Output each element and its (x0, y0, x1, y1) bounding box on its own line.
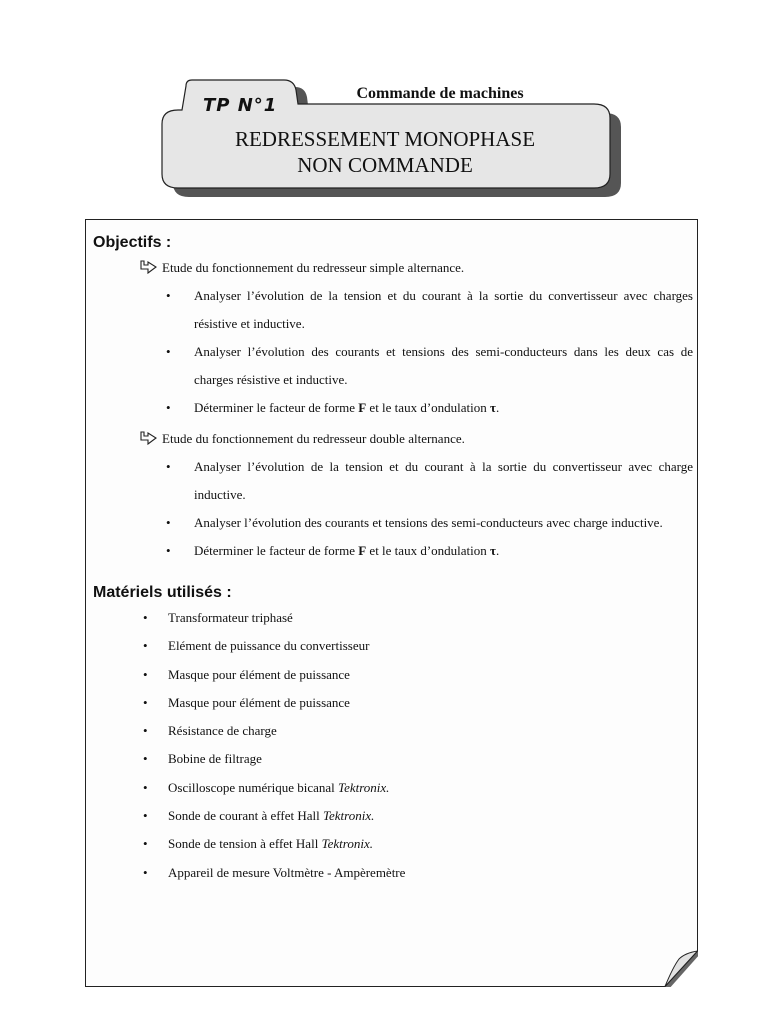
list-item: • Résistance de charge (143, 717, 693, 745)
list-item: • Sonde de tension à effet Hall Tektronix. (143, 830, 693, 858)
bullet-icon: • (166, 288, 171, 303)
objective-group-label: Etude du fonctionnement du redresseur double alternance. (162, 431, 465, 446)
title-line-2: NON COMMANDE (297, 153, 473, 177)
list-item: • Bobine de filtrage (143, 745, 693, 773)
list-item: • Analyser l’évolution des courants et tensions des semi-conducteurs avec charge inductive. (166, 509, 693, 537)
bullet-icon: • (143, 610, 148, 625)
list-item: • Déterminer le facteur de forme F et le taux d’ondulation τ. (166, 537, 693, 565)
bullet-icon: • (143, 751, 148, 767)
materials-list (93, 604, 693, 887)
objective-group-label: Etude du fonctionnement du redresseur simple alternance. (162, 260, 465, 275)
objective-list-1 (93, 282, 693, 422)
list-item: • Sonde de courant à effet Hall Tektronix. (143, 802, 693, 830)
bullet-icon: • (143, 779, 148, 795)
page-title (165, 126, 605, 178)
arrow-right-icon (140, 260, 158, 276)
list-item: • Analyser l’évolution de la tension et du courant à la sortie du convertisseur avec charges résistive et inductive. (166, 282, 693, 338)
bullet-icon: • (166, 400, 171, 415)
content-page (85, 219, 698, 987)
list-item: • Elément de puissance du convertisseur (143, 632, 693, 660)
bullet-icon: • (143, 723, 148, 739)
list-item: • Oscilloscope numérique bicanal Tektronix. (143, 774, 693, 802)
materials-heading: Matériels utilisés : (93, 584, 232, 601)
title-line-1: REDRESSEMENT MONOPHASE (234, 127, 536, 151)
list-item: • Appareil de mesure Voltmètre - Ampèremètre (143, 859, 693, 887)
list-item: • Déterminer le facteur de forme F et le taux d’ondulation τ. (166, 394, 693, 422)
objective-group-1 (140, 254, 693, 282)
bullet-icon: • (166, 515, 171, 530)
bullet-icon: • (143, 638, 148, 654)
bullet-icon: • (143, 666, 148, 682)
bullet-icon: • (143, 836, 148, 852)
list-item: • Analyser l’évolution des courants et tensions des semi-conducteurs dans les deux cas de charges résistive et inductive. (166, 338, 693, 394)
arrow-right-icon (140, 431, 158, 447)
list-item: • Masque pour élément de puissance (143, 661, 693, 689)
list-item: • Transformateur triphasé (143, 604, 693, 632)
header-banner (0, 0, 768, 200)
page-content (93, 232, 693, 887)
bullet-icon: • (143, 808, 148, 824)
bullet-icon: • (143, 694, 148, 710)
bullet-icon: • (166, 543, 171, 558)
bullet-icon: • (143, 864, 148, 880)
course-subject: Commande de machines (356, 85, 524, 102)
objective-group-2 (140, 425, 693, 453)
list-item: • Analyser l’évolution de la tension et du courant à la sortie du convertisseur avec charge inductive. (166, 453, 693, 509)
bullet-icon: • (166, 459, 171, 474)
objectives-heading: Objectifs : (93, 234, 172, 251)
bullet-icon: • (166, 344, 171, 359)
tp-number: TP N°1 (203, 95, 278, 116)
list-item: • Masque pour élément de puissance (143, 689, 693, 717)
objective-list-2 (93, 453, 693, 565)
